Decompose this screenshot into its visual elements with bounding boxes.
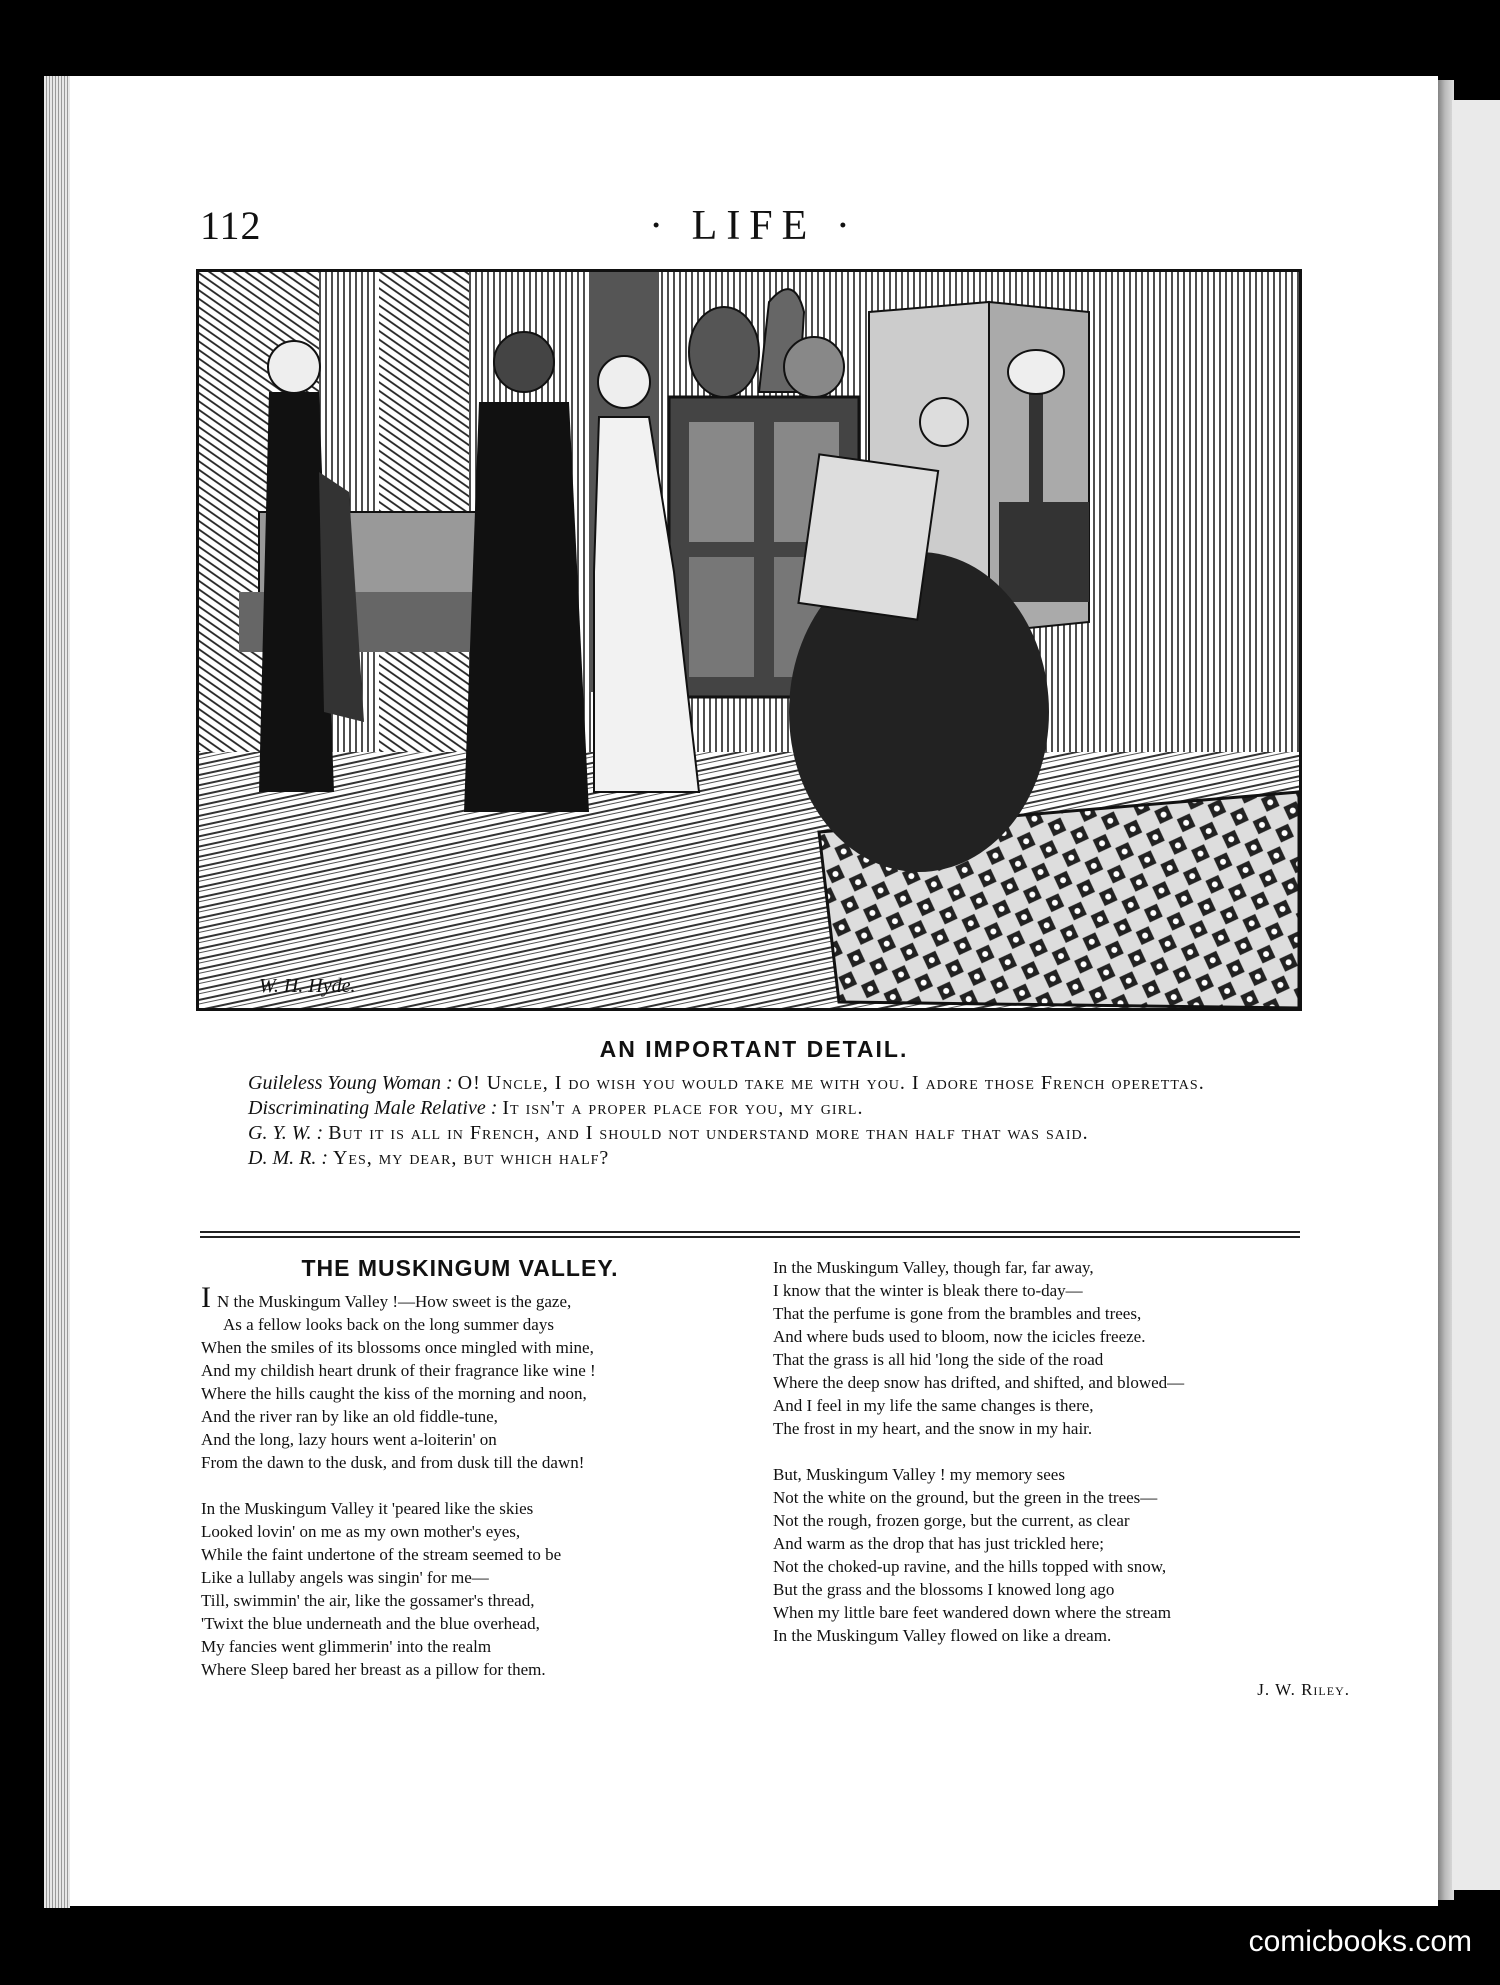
poem-line: In the Muskingum Valley flowed on like a dream. — [773, 1626, 1112, 1645]
drop-cap: I — [201, 1281, 211, 1314]
poem-line: Looked lovin' on me as my own mother's eyes, — [201, 1522, 521, 1541]
poem-line: When the smiles of its blossoms once mingled with mine, — [201, 1338, 594, 1357]
book-page-edges — [44, 76, 70, 1908]
engraving-illustration — [196, 269, 1302, 1011]
dialogue-text: O! Uncle, I do wish you would take me with you. I adore those French operettas. — [457, 1072, 1205, 1094]
caption-title: AN IMPORTANT DETAIL. — [599, 1036, 909, 1062]
stanza-gap — [201, 1474, 596, 1497]
poem-line: While the faint undertone of the stream seemed to be — [201, 1545, 562, 1564]
stanza-gap — [773, 1440, 1184, 1463]
poem-line: And I feel in my life the same changes is there, — [773, 1396, 1094, 1415]
poem-line: And the long, lazy hours went a-loiterin' on — [201, 1430, 497, 1449]
poem-author: J. W. Riley. — [1257, 1680, 1350, 1699]
poem-line: Not the white on the ground, but the green in the trees— — [773, 1488, 1158, 1507]
poem-line: 'Twixt the blue underneath and the blue overhead, — [201, 1614, 540, 1633]
dialogue-line — [204, 1071, 1304, 1096]
poem-line: That the grass is all hid 'long the side of the road — [773, 1350, 1104, 1369]
poem-line: Where Sleep bared her breast as a pillow for them. — [201, 1660, 546, 1679]
poem-line — [201, 1281, 596, 1314]
dialogue-text: Yes, my dear, but which half? — [332, 1147, 610, 1169]
dialogue-speaker: D. M. R. : — [248, 1147, 328, 1169]
page-number: 112 — [200, 203, 262, 248]
parlor-scene-engraving — [199, 272, 1299, 1008]
dialogue-line — [204, 1096, 1304, 1121]
poem-line: I know that the winter is bleak there to-day— — [773, 1281, 1083, 1300]
caption-dialogue — [204, 1071, 1304, 1171]
poem-line: Not the choked-up ravine, and the hills topped with snow, — [773, 1557, 1167, 1576]
poem-line: Till, swimmin' the air, like the gossamer's thread, — [201, 1591, 535, 1610]
poem-line: And where buds used to bloom, now the icicles freeze. — [773, 1327, 1146, 1346]
dialogue-speaker: G. Y. W. : — [248, 1122, 324, 1144]
poem-line: Where the deep snow has drifted, and shifted, and blowed— — [773, 1373, 1185, 1392]
dialogue-speaker: Discriminating Male Relative : — [248, 1097, 498, 1119]
dialogue-line — [204, 1121, 1304, 1146]
magazine-page — [70, 76, 1438, 1906]
magazine-title: · LIFE · — [649, 203, 859, 249]
poem-line: Where the hills caught the kiss of the morning and noon, — [201, 1384, 587, 1403]
poem-line: In the Muskingum Valley, though far, far away, — [773, 1258, 1094, 1277]
poem-column-left — [201, 1281, 596, 1681]
poem-line-text: N the Muskingum Valley !—How sweet is the gaze, — [217, 1292, 572, 1311]
section-divider — [200, 1236, 1300, 1238]
poem-line: In the Muskingum Valley it 'peared like the skies — [201, 1499, 534, 1518]
poem-line: That the perfume is gone from the brambles and trees, — [773, 1304, 1142, 1323]
dialogue-line — [204, 1146, 1304, 1171]
poem-line: My fancies went glimmerin' into the realm — [201, 1637, 492, 1656]
dialogue-text: It isn't a proper place for you, my girl. — [502, 1097, 864, 1119]
poem-line: Not the rough, frozen gorge, but the current, as clear — [773, 1511, 1130, 1530]
section-divider — [200, 1231, 1300, 1233]
poem-line: When my little bare feet wandered down where the stream — [773, 1603, 1171, 1622]
poem-line: But, Muskingum Valley ! my memory sees — [773, 1465, 1065, 1484]
poem-line: And warm as the drop that has just trickled here; — [773, 1534, 1104, 1553]
poem-column-right — [773, 1256, 1184, 1647]
poem-line: And my childish heart drunk of their fragrance like wine ! — [201, 1361, 596, 1380]
dialogue-text: But it is all in French, and I should not understand more than half that was said. — [328, 1122, 1089, 1144]
poem-line: As a fellow looks back on the long summer days — [223, 1315, 554, 1334]
poem-line: The frost in my heart, and the snow in my hair. — [773, 1419, 1093, 1438]
artist-signature: W. H. Hyde. — [259, 975, 356, 997]
dialogue-speaker: Guileless Young Woman : — [248, 1072, 453, 1094]
poem-line: But the grass and the blossoms I knowed long ago — [773, 1580, 1115, 1599]
facing-page-edge — [1452, 100, 1500, 1890]
poem-title: THE MUSKINGUM VALLEY. — [301, 1255, 619, 1281]
page-header — [70, 202, 1438, 262]
poem-line: From the dawn to the dusk, and from dusk till the dawn! — [201, 1453, 585, 1472]
watermark: comicbooks.com — [1248, 1925, 1472, 1958]
poem-line: Like a lullaby angels was singin' for me— — [201, 1568, 489, 1587]
poem-line: And the river ran by like an old fiddle-tune, — [201, 1407, 498, 1426]
